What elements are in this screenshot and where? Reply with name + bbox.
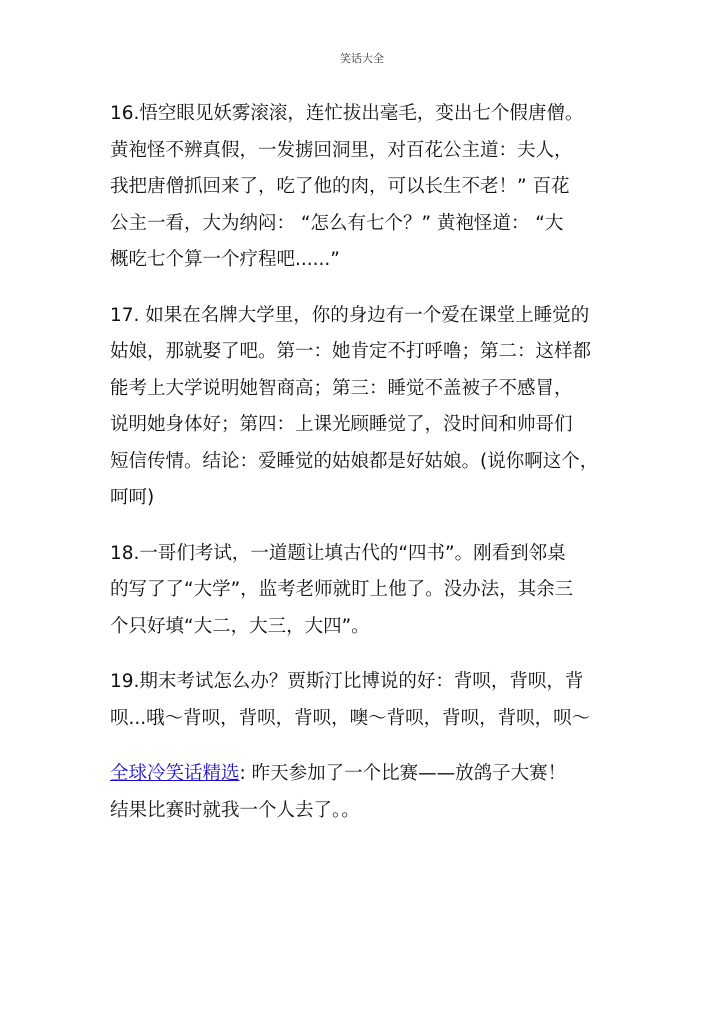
joke-line: 17. 如果在名牌大学里，你的身边有一个爱在课堂上睡觉的 bbox=[110, 304, 590, 326]
closing-joke bbox=[110, 756, 630, 829]
joke-line: 姑娘，那就娶了吧。第一：她肯定不打呼噜；第二：这样都 bbox=[110, 341, 592, 362]
joke-line: 的写了了“大学”，监考老师就盯上他了。没办法，其余三 bbox=[110, 579, 574, 600]
joke-16 bbox=[110, 96, 630, 279]
closing-line-2: 结果比赛时就我一个人去了。。 bbox=[110, 799, 360, 821]
page-header: 笑话大全 bbox=[340, 52, 384, 65]
joke-line: 说明她身体好；第四：上课光顾睡觉了，没时间和帅哥们 bbox=[110, 414, 573, 435]
joke-line: 概吃七个算一个疗程吧......” bbox=[110, 249, 340, 270]
joke-line: 呗...哦～背呗，背呗，背呗，噢～背呗，背呗，背呗，呗～ bbox=[110, 707, 591, 729]
joke-line: 个只好填“大二，大三，大四”。 bbox=[110, 615, 370, 637]
joke-line: 我把唐僧抓回来了，吃了他的肉，可以长生不老！” 百花 bbox=[110, 176, 570, 197]
joke-collection-link[interactable]: 全球冷笑话精选 bbox=[110, 763, 240, 784]
joke-17 bbox=[110, 298, 630, 517]
closing-line-1 bbox=[110, 756, 630, 793]
joke-line: 16.悟空眼见妖雾滚滚，连忙拔出毫毛，变出七个假唐僧。 bbox=[110, 103, 584, 124]
closing-line-1-text: : 昨天参加了一个比赛——放鸽子大赛！ bbox=[239, 763, 567, 784]
joke-line: 呵呵) bbox=[110, 487, 155, 508]
joke-line: 能考上大学说明她智商高；第三：睡觉不盖被子不感冒， bbox=[110, 377, 573, 399]
joke-line: 黄袍怪不辨真假，一发掳回洞里，对百花公主道：夫人， bbox=[110, 139, 573, 161]
joke-18 bbox=[110, 536, 630, 646]
joke-line: 短信传情。结论：爱睡觉的姑娘都是好姑娘。(说你啊这个， bbox=[110, 450, 599, 472]
joke-line: 18.一哥们考试，一道题让填古代的“四书”。刚看到邻桌 bbox=[110, 542, 566, 564]
joke-line: 19.期末考试怎么办？贾斯汀比博说的好：背呗，背呗，背 bbox=[110, 671, 584, 692]
joke-line: 公主一看，大为纳闷： “怎么有七个？” 黄袍怪道： “大 bbox=[110, 212, 564, 234]
joke-19 bbox=[110, 664, 630, 737]
document-body bbox=[110, 96, 630, 848]
